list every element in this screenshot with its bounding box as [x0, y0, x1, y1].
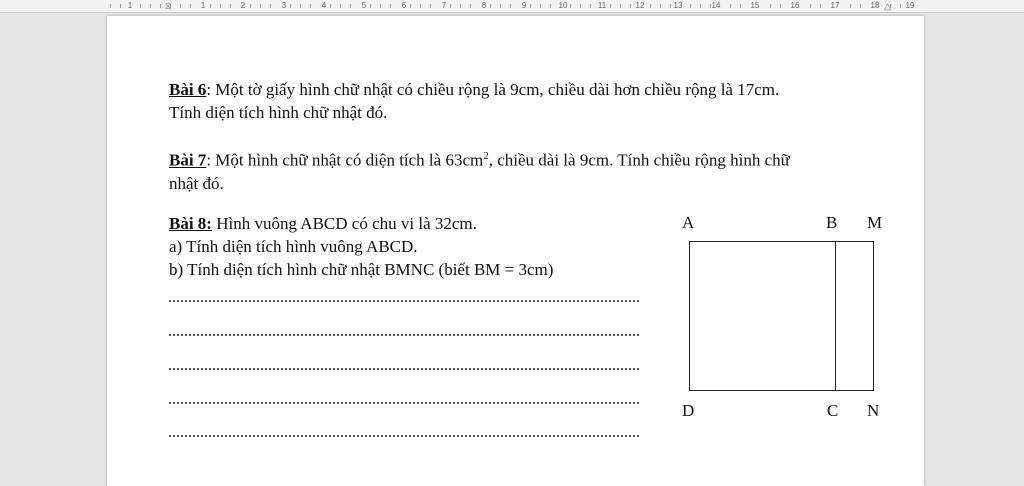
exercise-8-part-b: b) Tính diện tích hình chữ nhật BMNC (biết BM = 3cm) [169, 260, 554, 279]
exercise-8-label: Bài 8: [169, 214, 212, 233]
answer-dotted-line [169, 435, 639, 437]
ruler-tick [610, 4, 611, 8]
ruler-tick [260, 4, 261, 8]
ruler-tick [780, 4, 781, 8]
ruler-number: 6 [401, 1, 407, 10]
ruler-tick [860, 4, 861, 8]
vertex-label-a: A [682, 213, 695, 232]
document-page [107, 16, 924, 486]
square-rectangle-figure [689, 241, 874, 391]
exercise-7-line-2: nhật đó. [169, 173, 224, 193]
exercise-8-line-1 [169, 212, 889, 235]
exercise-7-line-1 [169, 145, 889, 172]
ruler-tick [220, 4, 221, 8]
ruler-number: 17 [830, 1, 840, 10]
ruler-number: 1 [127, 1, 133, 10]
exercise-6-line-1 [169, 78, 889, 101]
ruler-tick [500, 4, 501, 8]
ruler-tick [330, 4, 331, 8]
ruler-tick [410, 4, 411, 8]
ruler-number: 11 [597, 1, 607, 10]
exercise-7-label: Bài 7 [169, 150, 207, 170]
ruler-number: 14 [711, 1, 721, 10]
vertex-label-d: D [682, 401, 695, 420]
exercise-6-label: Bài 6 [169, 80, 207, 99]
ruler-tick [120, 4, 121, 8]
ruler-tick [770, 4, 771, 8]
exercise-6-text: : Một tờ giấy hình chữ nhật có chiều rộng là 9cm, chiều dài hơn chiều rộng là 17cm. [206, 80, 780, 99]
ruler-tick [290, 4, 291, 8]
ruler-number: 12 [635, 1, 645, 10]
ruler-tick [180, 4, 181, 8]
ruler-tick [550, 4, 551, 8]
ruler-tick [370, 4, 371, 8]
vertex-label-b: B [826, 213, 838, 232]
exercise-7-text-b: , chiều dài là 9cm. Tính chiều rộng hình chữ [488, 150, 790, 170]
ruler-number: 3 [281, 1, 287, 10]
ruler-tick [590, 4, 591, 8]
exercise-7-superscript: 2 [483, 150, 489, 162]
ruler-tick [190, 4, 191, 8]
ruler-tick [900, 4, 901, 8]
ruler-number: 10 [558, 1, 568, 10]
ruler-tick [430, 4, 431, 8]
vertex-label-m: M [867, 213, 883, 232]
exercise-7 [169, 145, 889, 195]
ruler-number: 19 [905, 1, 915, 10]
ruler-tick [160, 4, 161, 8]
ruler-tick [660, 4, 661, 8]
ruler-number: 9 [521, 1, 527, 10]
ruler-tick [570, 4, 571, 8]
ruler-tick [380, 4, 381, 8]
answer-dotted-line [169, 368, 639, 370]
ruler-number: 13 [673, 1, 683, 10]
ruler-tick [270, 4, 271, 8]
ruler-number: 18 [870, 1, 880, 10]
ruler-tick [210, 4, 211, 8]
ruler-number: 7 [441, 1, 447, 10]
ruler-tick [230, 4, 231, 8]
ruler-tick [580, 4, 581, 8]
ruler-tick [300, 4, 301, 8]
ruler-tick [670, 4, 671, 8]
exercise-7-text-a: : Một hình chữ nhật có diện tích là 63cm [206, 150, 484, 170]
ruler-tick [700, 4, 701, 8]
ruler-tick [250, 4, 251, 8]
vertex-label-c: C [827, 401, 839, 420]
vertex-label-n: N [867, 401, 880, 420]
ruler-tick [390, 4, 391, 8]
answer-dotted-line [169, 334, 639, 336]
ruler-tick [310, 4, 311, 8]
right-indent-marker-icon[interactable]: △ [884, 1, 891, 11]
ruler-tick [490, 4, 491, 8]
ruler-tick [690, 4, 691, 8]
ruler-tick [110, 4, 111, 8]
ruler-tick [540, 4, 541, 8]
exercise-6 [169, 78, 889, 124]
ruler-tick [810, 4, 811, 8]
exercise-8-text: Hình vuông ABCD có chu vi là 32cm. [211, 214, 477, 233]
left-indent-marker-icon[interactable]: ⧖ [165, 1, 172, 11]
ruler-number: 4 [321, 1, 327, 10]
ruler-number: 8 [481, 1, 487, 10]
ruler-tick [710, 4, 711, 8]
ruler-tick [150, 4, 151, 8]
ruler[interactable] [0, 0, 1024, 13]
ruler-tick [850, 4, 851, 8]
ruler-tick [340, 4, 341, 8]
ruler-tick [470, 4, 471, 8]
ruler-number: 15 [750, 1, 760, 10]
ruler-number: 16 [790, 1, 800, 10]
segment-bc [835, 242, 836, 390]
answer-dotted-line [169, 402, 639, 404]
ruler-tick [620, 4, 621, 8]
ruler-tick [460, 4, 461, 8]
ruler-tick [820, 4, 821, 8]
exercise-8-part-a: a) Tính diện tích hình vuông ABCD. [169, 237, 418, 256]
ruler-tick [650, 4, 651, 8]
ruler-number: 5 [361, 1, 367, 10]
ruler-tick [630, 4, 631, 8]
ruler-tick [420, 4, 421, 8]
ruler-tick [140, 4, 141, 8]
ruler-tick [740, 4, 741, 8]
ruler-tick [450, 4, 451, 8]
ruler-number: 2 [240, 1, 246, 10]
ruler-tick [730, 4, 731, 8]
ruler-tick [530, 4, 531, 8]
answer-dotted-line [169, 300, 639, 302]
ruler-tick [510, 4, 511, 8]
ruler-tick [350, 4, 351, 8]
exercise-6-line-2: Tính diện tích hình chữ nhật đó. [169, 103, 388, 122]
ruler-number: 1 [200, 1, 206, 10]
